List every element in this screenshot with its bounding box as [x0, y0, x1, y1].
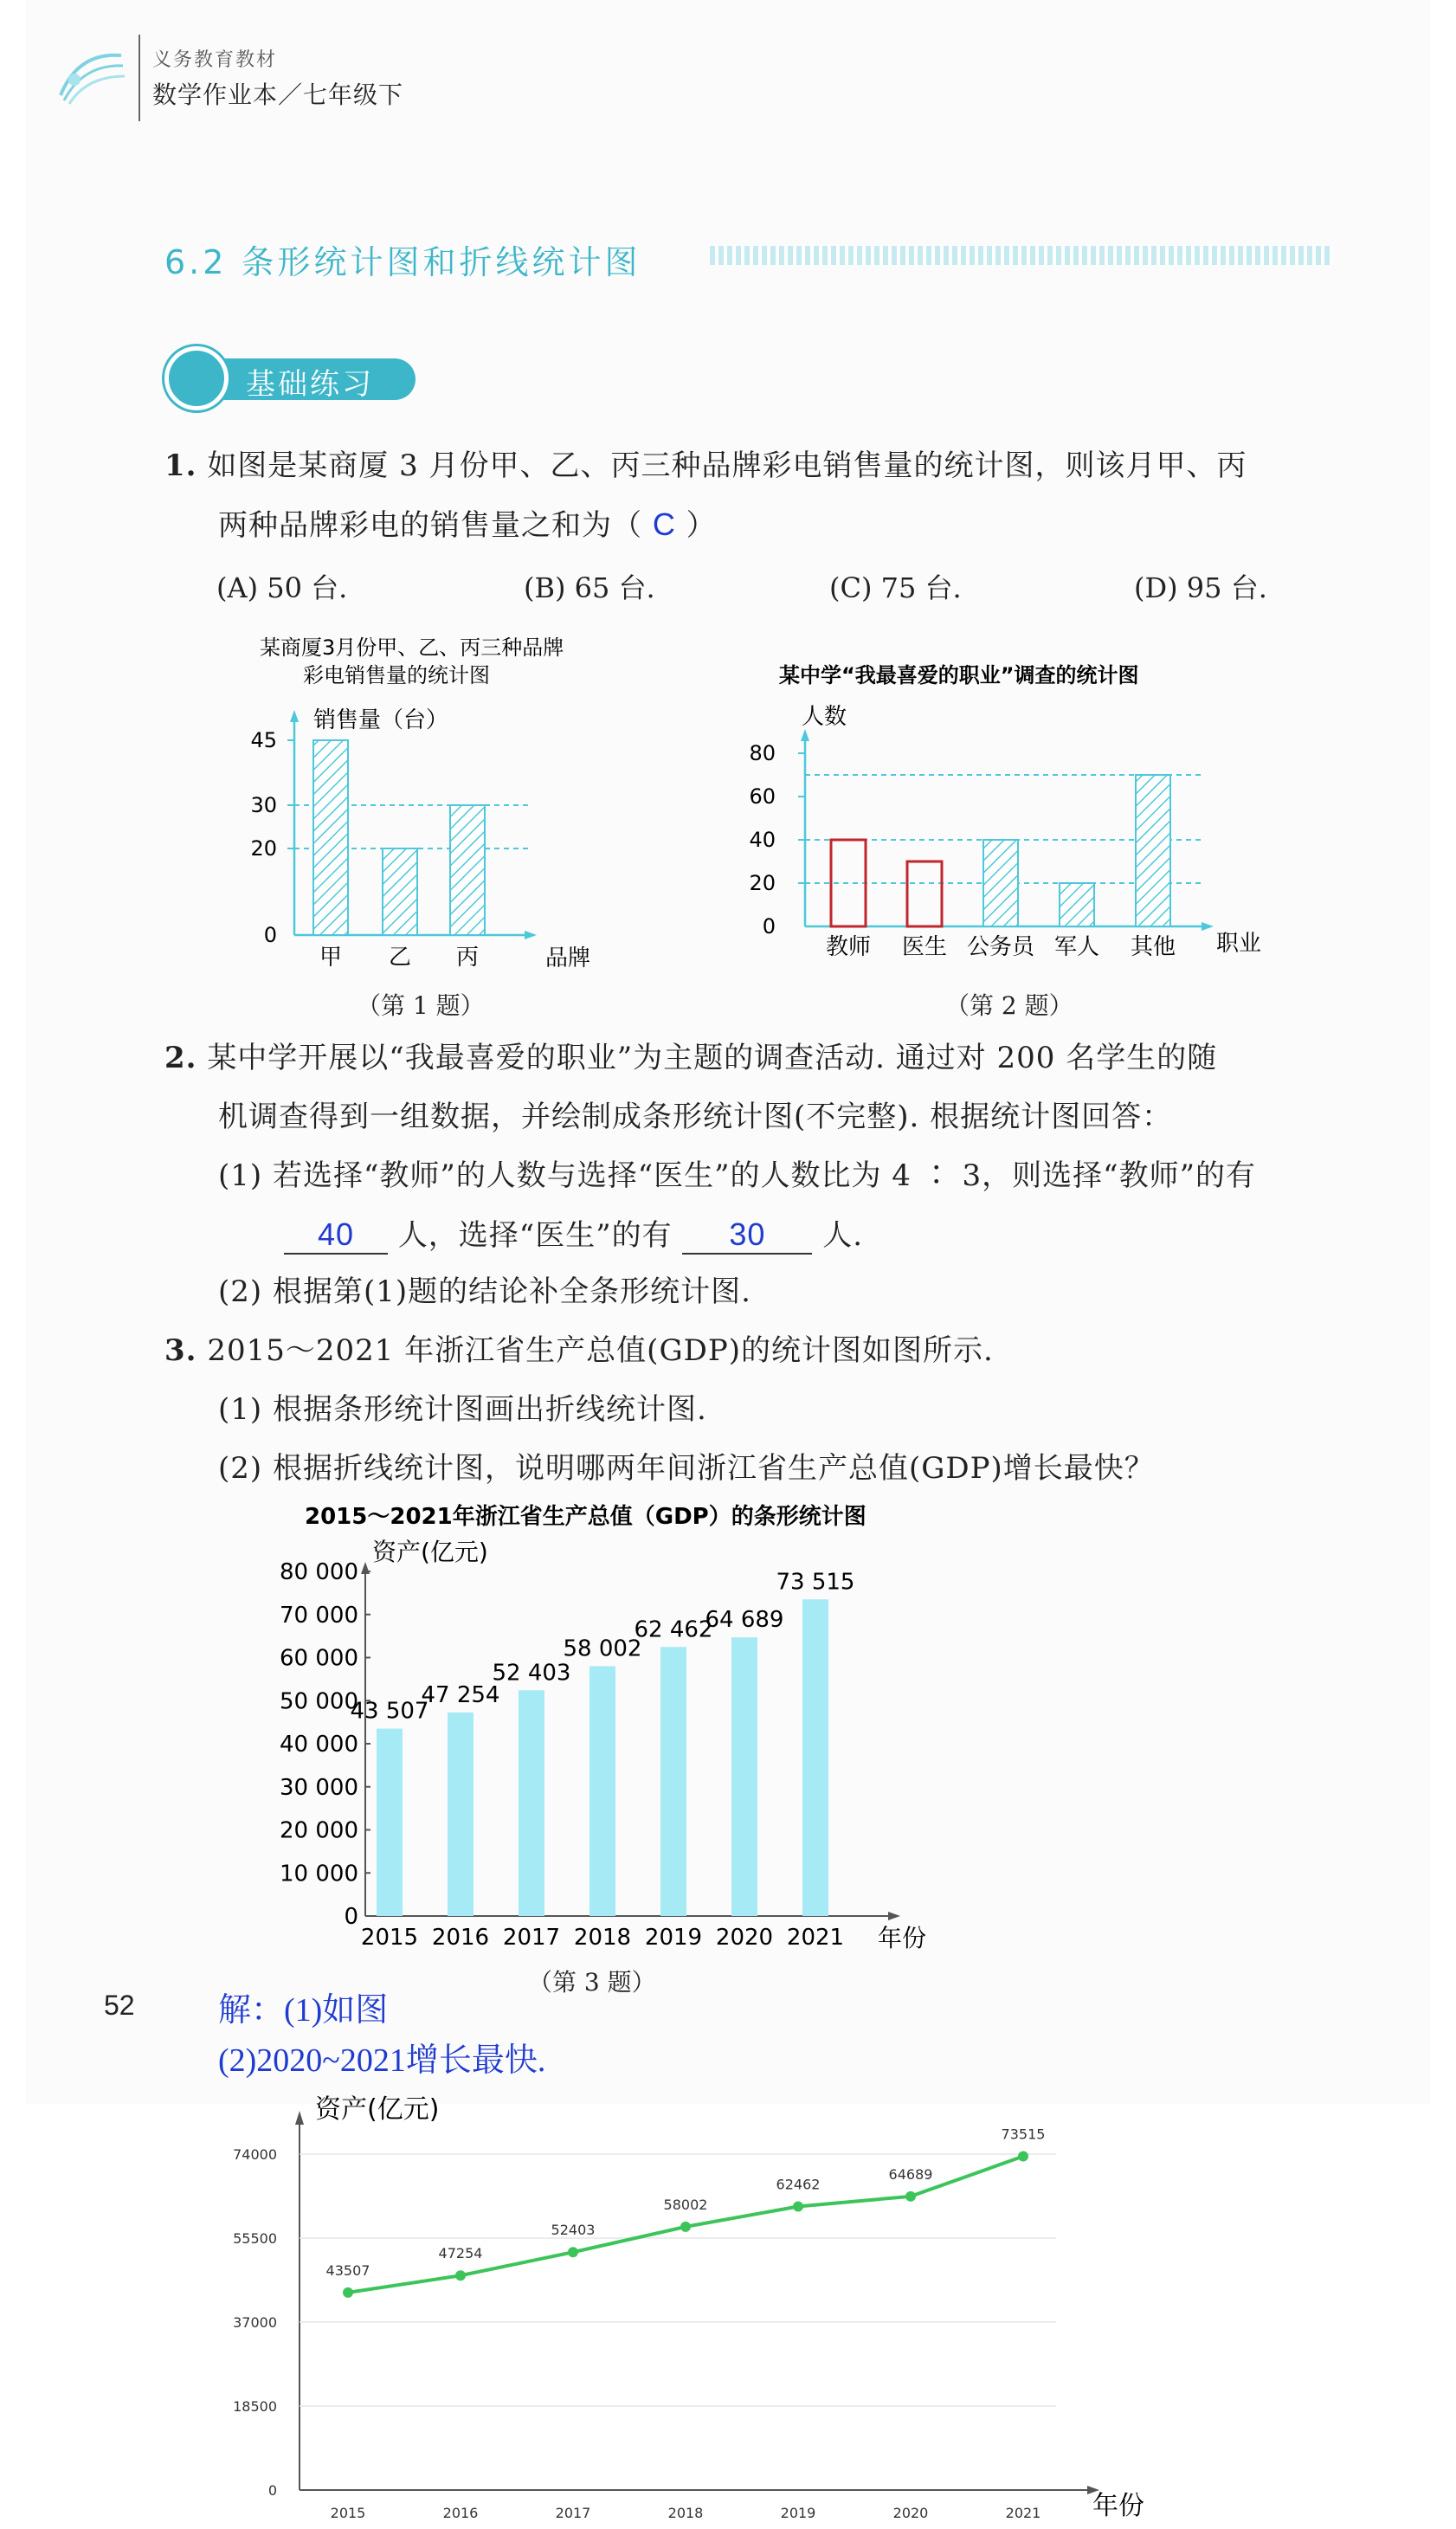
chart4-point: [1018, 2152, 1028, 2162]
chart4-x-tick: 2015: [330, 2505, 366, 2521]
chart3-y-tick: 80 000: [280, 1559, 358, 1585]
section-title: 6.2 条形统计图和折线统计图: [164, 243, 641, 281]
chart2-x-tick: 公务员: [966, 934, 1035, 960]
chart1-y-label: 销售量（台）: [313, 707, 449, 733]
chart3-x-tick: 2020: [715, 1925, 774, 1951]
chart2-x-arrow: [1202, 922, 1214, 931]
chart2-y-arrow: [801, 729, 809, 741]
chart4-y-tick: 0: [267, 2482, 277, 2499]
chart2-x-label: 职业: [1216, 931, 1262, 957]
chart1-x-label: 品牌: [545, 945, 591, 971]
chart1-x-arrow: [525, 931, 537, 939]
chart3-value-label: 47 254: [421, 1681, 500, 1708]
chart4-x-label: 年份: [1092, 2491, 1144, 2521]
chart3-bar: [448, 1713, 474, 1916]
chart3-value-label: 43 507: [350, 1698, 429, 1725]
chart4-point: [905, 2191, 916, 2202]
chart3-title: 2015～2021年浙江省生产总值（GDP）的条形统计图: [305, 1504, 867, 1530]
chart1-title-line1: 某商厦3月份甲、乙、丙三种品牌: [260, 635, 564, 660]
chart4-x-tick: 2018: [667, 2505, 704, 2521]
solution-line2: (2)2020~2021增长最快.: [218, 2042, 546, 2079]
q1-line1: [164, 448, 1247, 484]
q1-option-a: (A) 50 台.: [216, 571, 348, 604]
q1-text2-end: ）: [686, 508, 717, 543]
q3-part2: (2) 根据折线统计图，说明哪两年间浙江省生产总值(GDP)增长最快？: [218, 1451, 1155, 1486]
q1-option-d: (D) 95 台.: [1134, 571, 1267, 604]
chart4-x-tick: 2021: [1005, 2505, 1041, 2521]
chart1-bar: [313, 740, 348, 935]
chart3-bar: [377, 1729, 403, 1916]
chart3-y-tick: 70 000: [280, 1602, 358, 1629]
chart3-x-tick: 2019: [644, 1925, 703, 1951]
chart3-bar: [802, 1599, 828, 1916]
chart4-point: [343, 2287, 353, 2298]
header-book-title: 数学作业本／七年级下: [152, 81, 404, 109]
chart1-title-line2: 彩电销售量的统计图: [303, 663, 490, 687]
chart4-point: [455, 2270, 466, 2281]
chart4-data-label: 64689: [888, 2165, 933, 2183]
chart2-y-tick: 0: [762, 914, 776, 939]
chart3-caption: （第 3 题）: [528, 1968, 656, 1997]
chart4-x-tick: 2020: [892, 2505, 929, 2521]
chart3-y-tick: 60 000: [280, 1645, 358, 1672]
chart4-data-label: 52403: [551, 2222, 596, 2239]
chart3-bar: [589, 1666, 615, 1916]
q2-part1-answers: [284, 1216, 863, 1255]
chart3-value-label: 52 403: [492, 1660, 571, 1687]
chart2-x-tick: 其他: [1130, 934, 1176, 960]
chart1-x-tick: 乙: [388, 945, 412, 971]
chart2-y-tick: 80: [749, 741, 776, 765]
chart-gdp-bars: [280, 1498, 978, 1952]
chart3-y-label: 资产(亿元): [372, 1538, 488, 1566]
chart4-y-tick: 18500: [233, 2398, 277, 2415]
q2-answer-teacher: 40: [284, 1216, 388, 1255]
chart2-bar: [1060, 883, 1094, 926]
chart1-y-tick: 30: [250, 793, 277, 817]
q2-line1: [164, 1041, 1217, 1076]
chart4-y-label: 资产(亿元): [315, 2094, 440, 2125]
chart1-y-tick: 45: [250, 728, 277, 752]
chart3-value-label: 73 515: [776, 1569, 855, 1596]
chart3-x-label: 年份: [878, 1924, 927, 1952]
chart4-y-arrow: [295, 2111, 304, 2125]
chart3-value-label: 58 002: [563, 1635, 642, 1662]
solution-line1: 解：(1)如图: [218, 1992, 389, 2029]
chart2-bar: [983, 840, 1018, 926]
q2-answer-doctor: 30: [682, 1216, 812, 1255]
q1-number: 1.: [164, 448, 197, 483]
chart4-point: [680, 2222, 691, 2232]
chart1-x-tick: 丙: [455, 945, 480, 971]
q2-line2: 机调查得到一组数据，并绘制成条形统计图(不完整). 根据统计图回答：: [218, 1100, 1173, 1134]
q1-text1: 如图是某商厦 3 月份甲、乙、丙三种品牌彩电销售量的统计图，则该月甲、丙: [207, 448, 1247, 483]
chart4-point: [568, 2247, 578, 2257]
chart3-x-tick: 2016: [431, 1925, 490, 1951]
chart3-value-label: 64 689: [705, 1607, 784, 1634]
q3-number: 3.: [164, 1333, 197, 1368]
chart4-y-tick: 37000: [233, 2314, 277, 2331]
chart1-bar: [383, 848, 417, 935]
q1-text2: 两种品牌彩电的销售量之和为（: [218, 508, 642, 543]
badge-label: 基础练习: [246, 367, 374, 402]
chart1-y-tick: 0: [263, 923, 277, 947]
chart3-y-tick: 20 000: [280, 1817, 358, 1844]
q3-text1: 2015～2021 年浙江省生产总值(GDP)的统计图如图所示.: [207, 1333, 994, 1368]
chart3-bar: [660, 1647, 686, 1916]
chart4-data-label: 43507: [325, 2261, 370, 2279]
chart3-x-tick: 2018: [573, 1925, 632, 1951]
page-number: 52: [104, 1990, 135, 2021]
chart4-data-label: 58002: [663, 2196, 708, 2213]
shutter-icon: [164, 346, 229, 410]
chart2-y-label: 人数: [802, 704, 847, 730]
practice-badge: [164, 346, 416, 410]
chart2-y-tick: 20: [749, 871, 776, 895]
chart4-y-tick: 74000: [233, 2146, 277, 2163]
chart4-data-label: 47254: [438, 2245, 483, 2262]
chart4-point: [793, 2201, 803, 2211]
chart2-caption: （第 2 题）: [945, 991, 1073, 1020]
q2-number: 2.: [164, 1041, 197, 1075]
chart2-x-tick: 医生: [901, 934, 948, 960]
chart4-x-tick: 2019: [780, 2505, 816, 2521]
chart3-x-tick: 2021: [786, 1925, 845, 1951]
chart1-caption: （第 1 题）: [357, 991, 485, 1020]
section-title-strip: [710, 246, 1333, 265]
publisher-logo-icon: [52, 43, 130, 113]
chart-sales-by-brand: [242, 632, 641, 970]
header-divider: [139, 35, 140, 121]
chart3-y-tick: 0: [344, 1904, 358, 1930]
chart2-x-tick: 军人: [1053, 934, 1100, 960]
chart3-bar: [519, 1690, 544, 1916]
chart3-y-tick: 50 000: [280, 1688, 358, 1715]
q1-option-b: (B) 65 台.: [524, 571, 655, 604]
chart2-y-tick: 60: [749, 784, 776, 809]
chart3-value-label: 62 462: [634, 1616, 713, 1643]
chart4-data-label: 73515: [1001, 2126, 1046, 2143]
chart4-x-tick: 2016: [442, 2505, 479, 2521]
header-series: 义务教育教材: [152, 49, 278, 71]
q2-end-text: 人.: [822, 1218, 864, 1253]
q1-line2: [218, 506, 717, 544]
chart2-x-tick: 教师: [825, 934, 872, 960]
chart3-bar: [731, 1637, 757, 1916]
chart2-y-tick: 40: [749, 828, 776, 852]
q3-part1: (1) 根据条形统计图画出折线统计图.: [218, 1392, 707, 1427]
chart4-x-tick: 2017: [555, 2505, 591, 2521]
chart3-x-arrow: [888, 1912, 900, 1920]
chart3-y-tick: 40 000: [280, 1732, 358, 1758]
chart1-bar: [450, 805, 485, 935]
chart4-y-tick: 55500: [233, 2230, 277, 2247]
chart3-y-tick: 30 000: [280, 1774, 358, 1801]
q1-option-c: (C) 75 台.: [829, 571, 962, 604]
chart1-y-arrow: [290, 710, 299, 722]
q2-part1: (1) 若选择“教师”的人数与选择“医生”的人数比为 4 ∶ 3，则选择“教师”的有: [218, 1158, 1256, 1193]
chart-favorite-jobs: [744, 658, 1264, 970]
chart2-bar-added: [907, 861, 942, 926]
q2-text1: 某中学开展以“我最喜爱的职业”为主题的调查活动. 通过对 200 名学生的随: [207, 1041, 1218, 1075]
q3-line1: [164, 1333, 994, 1369]
chart1-x-tick: 甲: [319, 945, 343, 971]
chart2-bar: [1136, 775, 1170, 926]
q1-answer: C: [652, 506, 676, 542]
chart-gdp-line: [225, 2087, 1186, 2519]
chart3-y-tick: 10 000: [280, 1861, 358, 1887]
q2-part2: (2) 根据第(1)题的结论补全条形统计图.: [218, 1274, 751, 1309]
chart1-y-tick: 20: [250, 836, 277, 861]
chart4-data-label: 62462: [776, 2176, 821, 2193]
chart3-x-tick: 2015: [360, 1925, 419, 1951]
q2-mid-text: 人，选择“医生”的有: [397, 1218, 673, 1253]
chart2-title: 某中学“我最喜爱的职业”调查的统计图: [779, 663, 1139, 687]
chart3-x-tick: 2017: [502, 1925, 561, 1951]
